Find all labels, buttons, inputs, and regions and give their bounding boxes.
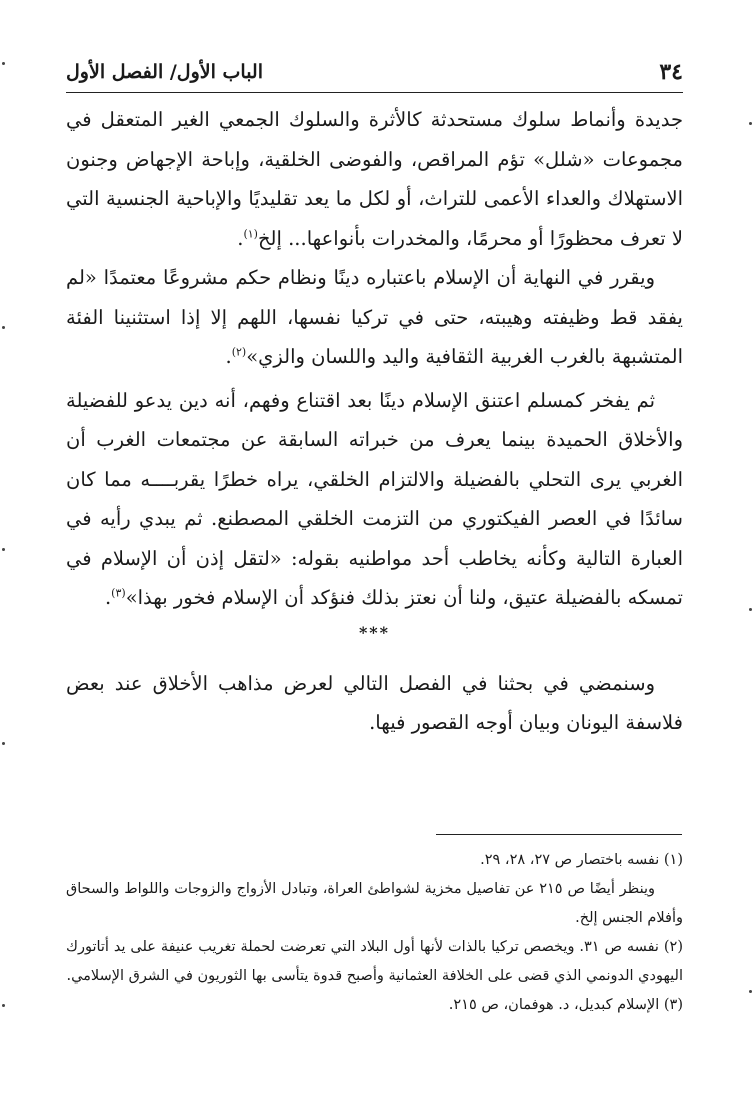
scan-mark	[2, 548, 5, 551]
footnote-rule	[436, 834, 682, 835]
scan-mark	[2, 62, 5, 65]
paragraph-2: ويقرر في النهاية أن الإسلام باعتباره دينًا ونظام حكم مشروعًا معتمدًا «لم يفقد قط وظيفته وهيبته، حتى في تركيا نفسها، اللهم إلا إذا استثنينا الفئة المتشبهة بالغرب الغربية الثقافية واليد واللسان والزي»$^{(٢)}$.	[66, 266, 683, 368]
running-header	[66, 54, 683, 90]
scan-mark	[2, 742, 5, 745]
scan-mark	[749, 990, 752, 993]
section-separator: ***	[358, 622, 391, 642]
chapter-title: الباب الأول/ الفصل الأول	[66, 61, 263, 83]
main-text	[66, 100, 683, 743]
footnote-1-continuation: وينظر أيضًا ص ٢١٥ عن تفاصيل مخزية لشواطئ العراة، وتبادل الأزواج والزوجات واللواط والسحاق وأفلام الجنس إلخ.	[66, 881, 683, 926]
scan-mark	[2, 326, 5, 329]
footnote-ref-1[interactable]: (١)	[243, 227, 258, 240]
page-number: ٣٤	[659, 59, 683, 85]
footnote-ref-2[interactable]: (٢)	[231, 345, 247, 359]
paragraph-4: وسنمضي في بحثنا في الفصل التالي لعرض مذاهب الأخلاق عند بعض فلاسفة اليونان وبيان أوجه القصور فيها.	[66, 671, 683, 734]
paragraph-3: ثم يفخر كمسلم اعتنق الإسلام دينًا بعد اقتناع وفهم، أنه دين يدعو للفضيلة والأخلاق الحميدة بينما يعرف من خبراته السابقة عن مجتمعات الغرب أن الغربي يرى التحلي بالفضيلة والالتزام الخلقي، يراه خطرًا يقربــــه مما كان سائدًا في العصر الفيكتوري من التزمت الخلقي المصطنع. ثم يبدي رأيه في العبارة التالية وكأنه يخاطب أحد مواطنيه بقوله: «لتقل إذن أن الإسلام في تمسكه بالفضيلة عتيق، ولنا أن نعتز بذلك فنؤكد أن الإسلام فخور بهذا»$^{(٣)}$.	[66, 388, 683, 609]
paragraph-1: جديدة وأنماط سلوك مستحدثة كالأثرة والسلوك الجمعي الغير المتعقل في مجموعات «شلل» تؤم المراقص، والفوضى الخلقية، وإباحة الإجهاض وجنون الاستهلاك والعداء الأعمى للتراث، أو لكل ما يعد تقليديًا والإباحية الجنسية التي لا تعرف محظورًا أو محرمًا، والمخدرات بأنواعها... إلخ$^{(١)}$.	[66, 108, 683, 250]
footnote-3: (٣) الإسلام كبديل، د. هوفمان، ص ٢١٥.	[448, 997, 683, 1013]
scan-mark	[2, 1004, 5, 1007]
footnote-1: (١) نفسه باختصار ص ٢٧، ٢٨، ٢٩.	[480, 852, 683, 868]
footnote-ref-3[interactable]: (٣)	[111, 586, 126, 600]
header-rule	[66, 92, 683, 93]
footnotes	[66, 846, 683, 1020]
footnote-2: (٢) نفسه ص ٣١. ويخصص تركيا بالذات لأنها أول البلاد التي تعرضت لحملة تغريب عنيفة على يد أتاتورك اليهودي الدونمي الذي قضى على الخلافة العثمانية وأصبح قدوة يتأسى بها الثوريون في الشرق الإسلامي.	[66, 939, 683, 984]
scan-mark	[749, 608, 752, 611]
scan-mark	[749, 122, 752, 125]
